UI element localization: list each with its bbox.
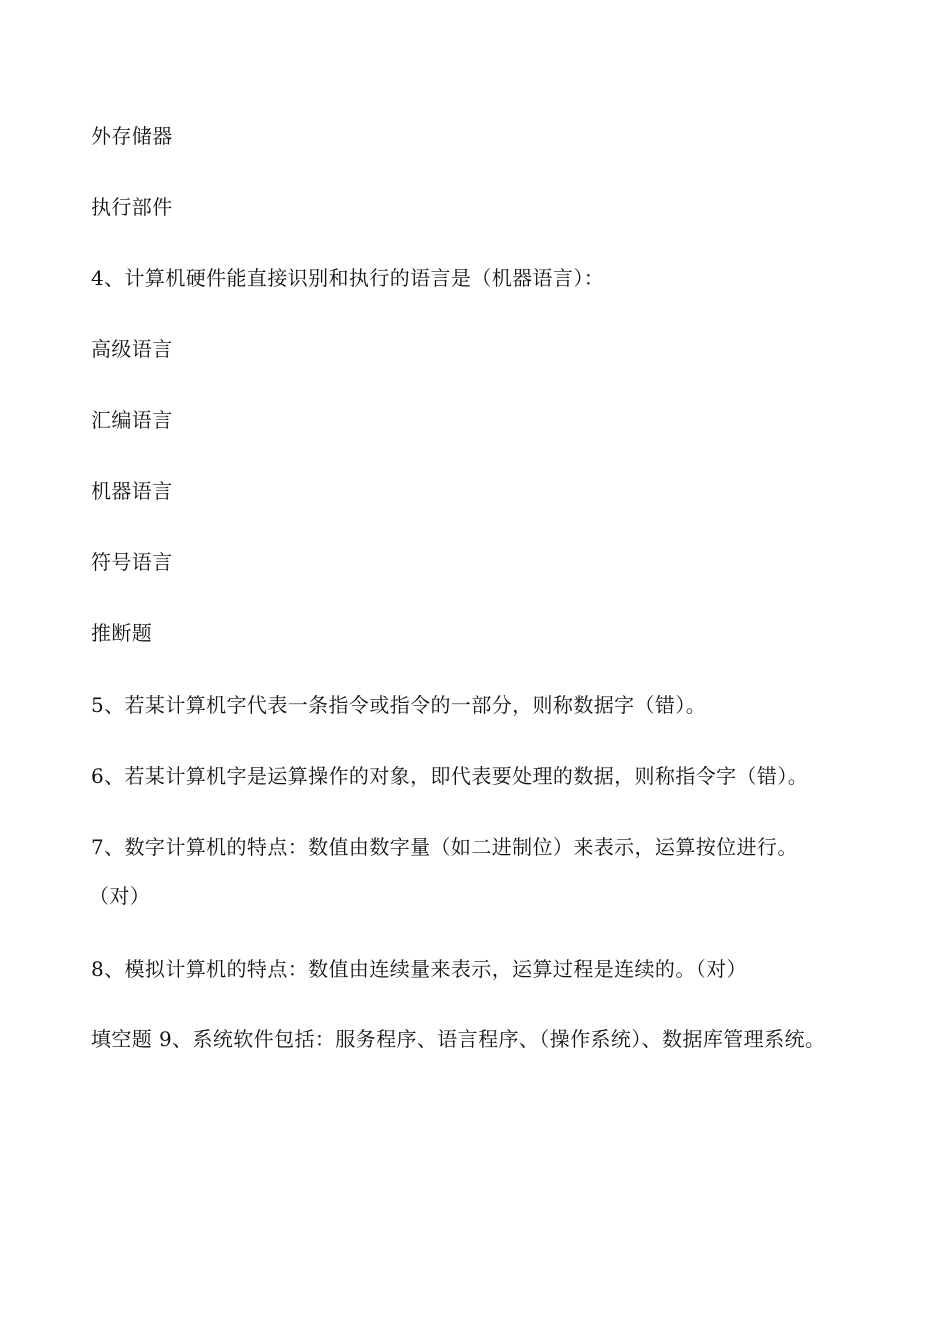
option-line: 汇编语言: [91, 408, 173, 432]
option-line: 高级语言: [91, 337, 173, 361]
text-line: 外存储器: [91, 124, 173, 148]
option-line: 符号语言: [91, 550, 173, 574]
question-6: 6、若某计算机字是运算操作的对象，即代表要处理的数据，则称指令字（错）。: [91, 764, 809, 788]
question-8: 8、模拟计算机的特点：数值由连续量来表示，运算过程是连续的。（对）: [91, 957, 747, 981]
question-7: 7、数字计算机的特点：数值由数字量（如二进制位）来表示，运算按位进行。: [91, 835, 798, 859]
answer-line: （对）: [89, 884, 151, 908]
question-4: 4、计算机硬件能直接识别和执行的语言是（机器语言）：: [91, 266, 605, 290]
question-5: 5、若某计算机字代表一条指令或指令的一部分，则称数据字（错）。: [91, 693, 707, 717]
section-heading: 推断题: [91, 621, 153, 645]
question-9: 填空题 9、系统软件包括：服务程序、语言程序、（操作系统）、数据库管理系统。: [91, 1027, 826, 1051]
text-line: 执行部件: [91, 195, 173, 219]
option-line: 机器语言: [91, 479, 173, 503]
